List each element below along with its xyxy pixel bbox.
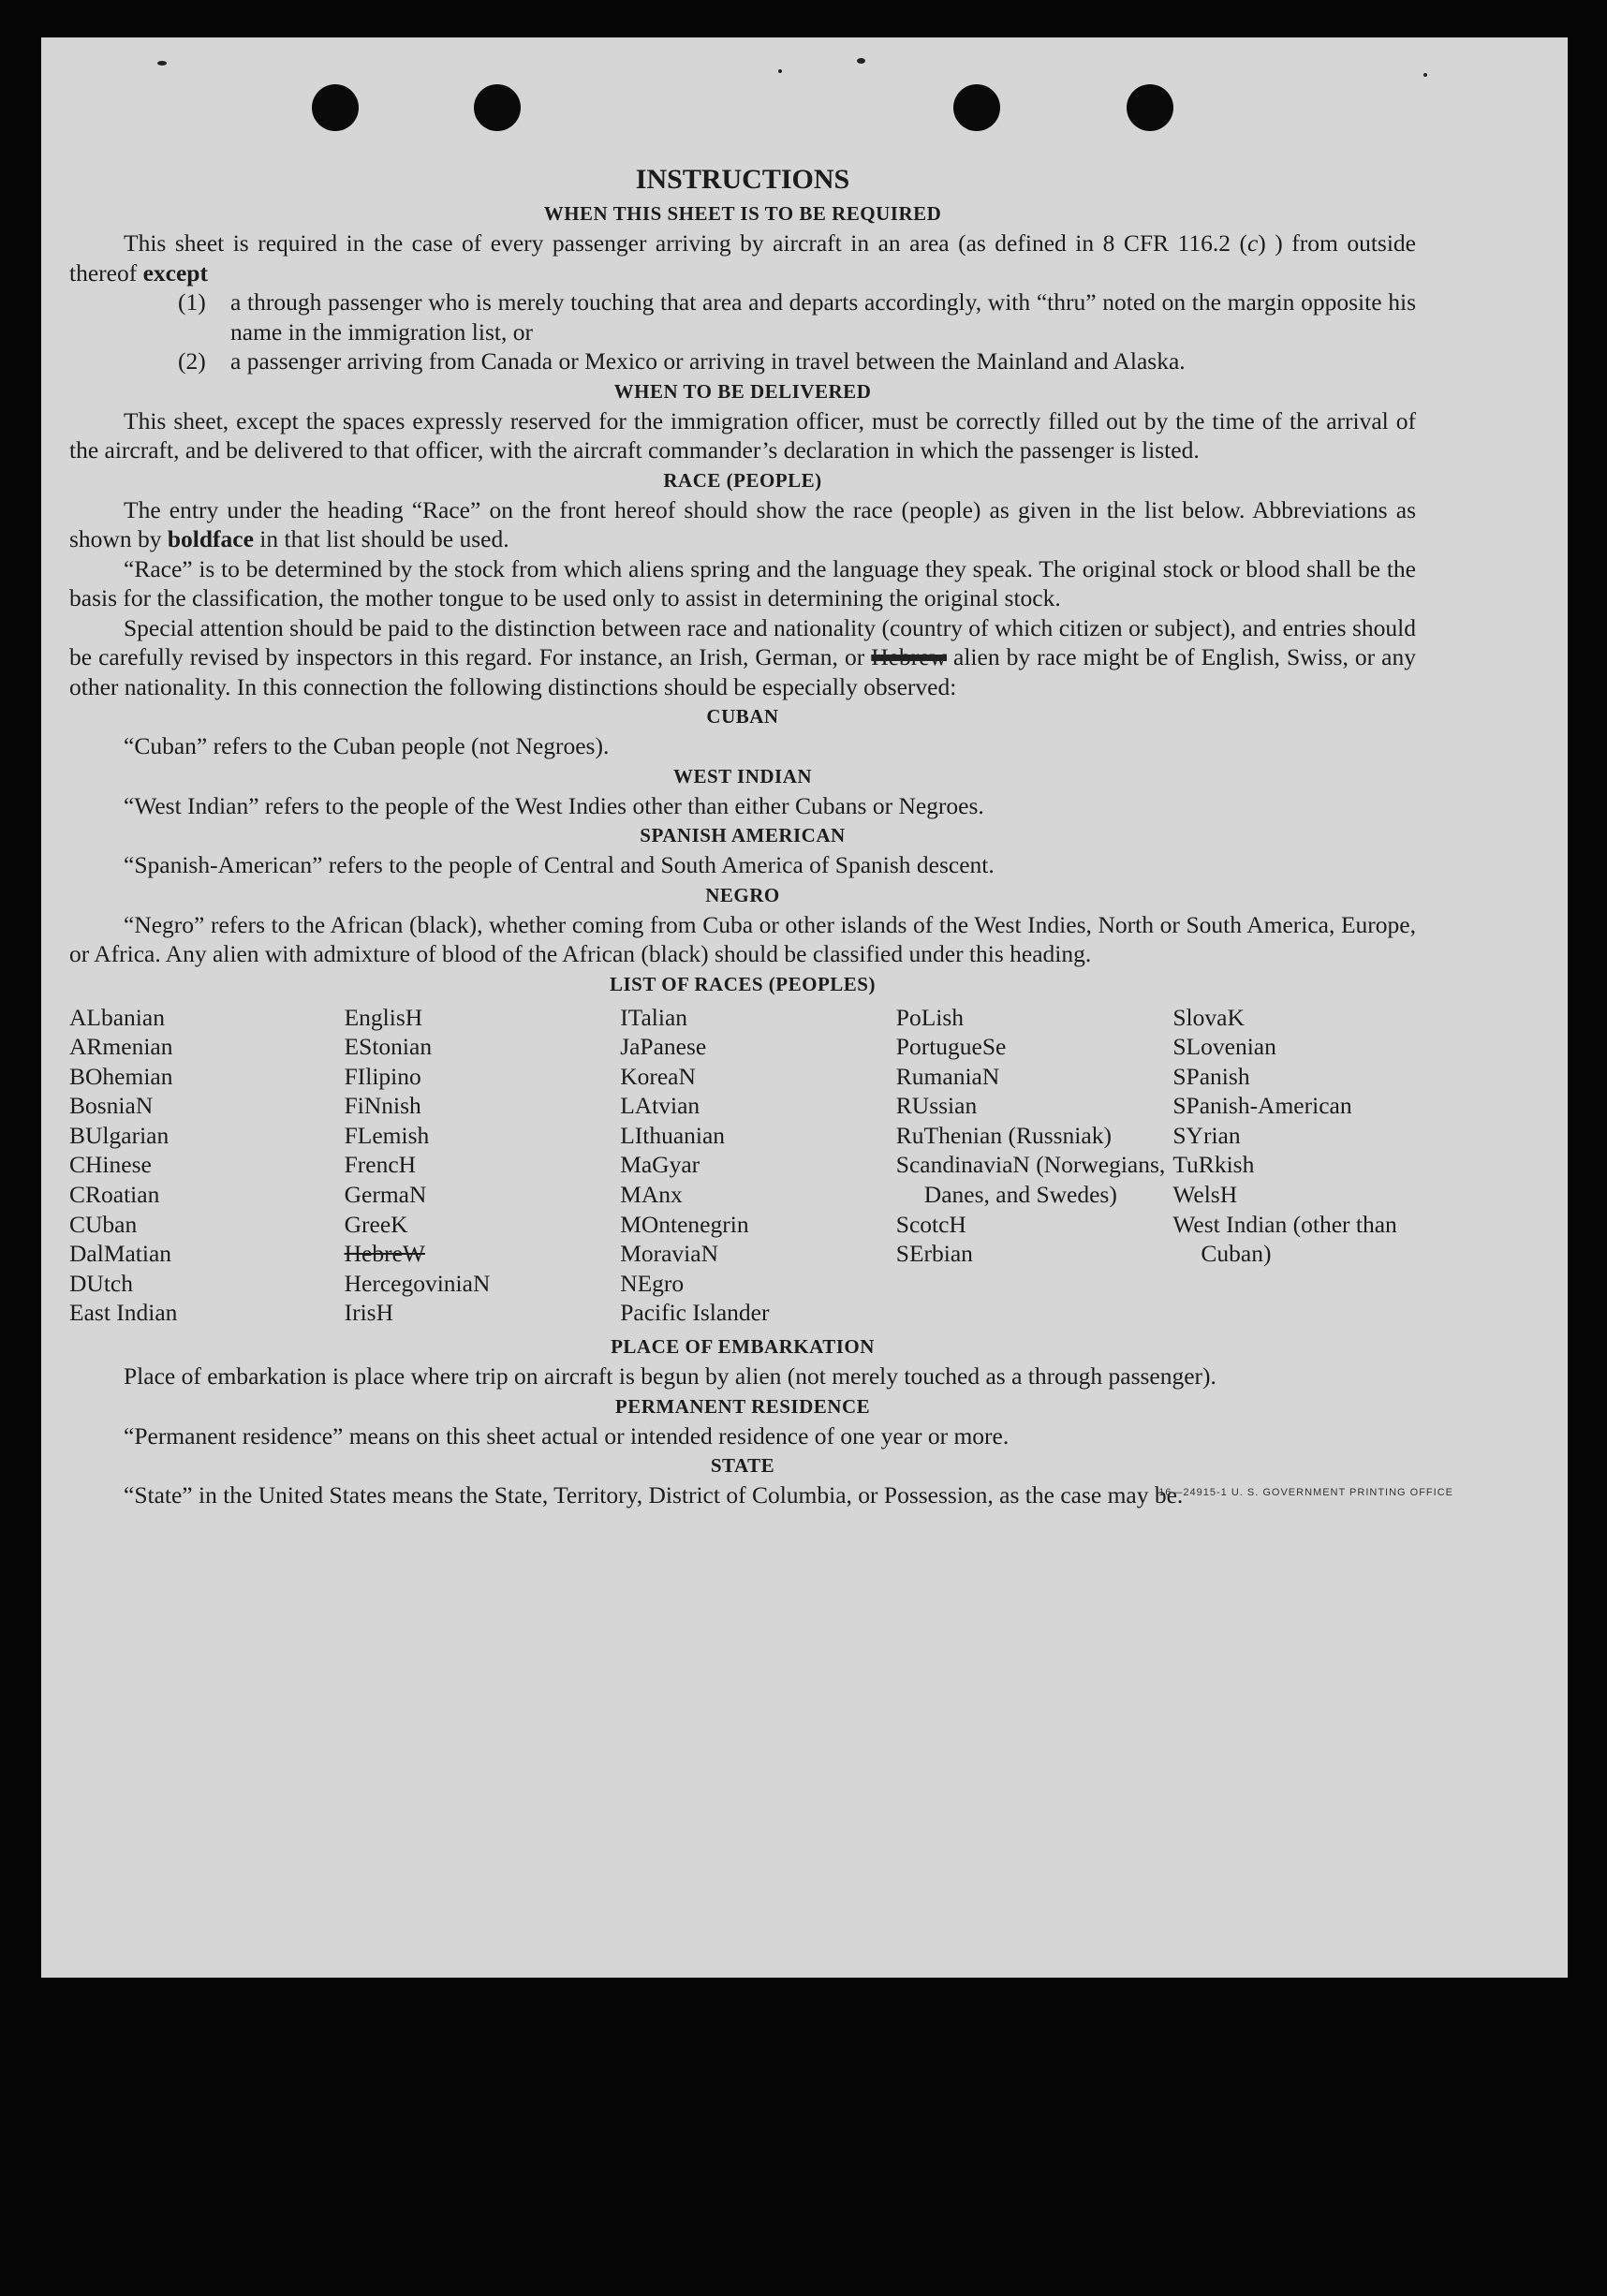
- paragraph: This sheet is required in the case of every passenger arriving by aircraft in an area (as defined in 8 CFR 116.2 (c) ) from outside thereof except: [69, 229, 1416, 287]
- race-entry: KoreaN: [620, 1062, 696, 1090]
- race-entry: GermaN: [344, 1181, 427, 1209]
- list-item: (2) a passenger arriving from Canada or Mexico or arriving in travel between the Mainland and Alaska.: [178, 347, 1186, 375]
- race-entry: ALbanian: [69, 1003, 165, 1031]
- races-column: [1172, 1003, 1416, 1329]
- race-entry: JaPanese: [620, 1033, 707, 1061]
- race-entry: CRoatian: [69, 1181, 160, 1209]
- punch-hole: [953, 84, 1000, 131]
- race-entry: ARmenian: [69, 1033, 173, 1061]
- struck-word: Hebrew: [871, 643, 947, 670]
- race-entry: ITalian: [620, 1003, 688, 1031]
- race-entry: IrisH: [344, 1299, 394, 1327]
- race-entry: ScandinaviaN (Norwegians, Danes, and Swedes): [895, 1151, 1166, 1209]
- race-entry: DUtch: [69, 1269, 133, 1297]
- race-entry: WelsH: [1172, 1181, 1238, 1209]
- section-heading: CUBAN: [706, 705, 779, 728]
- paragraph: “Permanent residence” means on this sheet actual or intended residence of one year or more.: [124, 1421, 1010, 1450]
- section-heading: SPANISH AMERICAN: [640, 824, 846, 846]
- race-entry: CUban: [69, 1210, 138, 1238]
- footer-row: [69, 1480, 1453, 1510]
- race-entry: BOhemian: [69, 1062, 173, 1090]
- speck: [778, 69, 782, 73]
- document-sheet: [41, 37, 1568, 1978]
- punch-hole: [312, 84, 359, 131]
- race-entry: PortugueSe: [895, 1033, 1007, 1061]
- races-column: [69, 1003, 345, 1329]
- section-heading: WHEN TO BE DELIVERED: [613, 379, 872, 403]
- race-entry: TuRkish: [1172, 1151, 1255, 1179]
- section-heading: WEST INDIAN: [672, 764, 813, 787]
- races-column: [896, 1003, 1173, 1329]
- race-entry: NEgro: [620, 1269, 685, 1297]
- instructions-body: [69, 161, 1453, 1510]
- race-entry: SlovaK: [1172, 1003, 1245, 1031]
- race-entry: FIlipino: [344, 1062, 421, 1090]
- speck: [857, 58, 865, 64]
- section-heading: PERMANENT RESIDENCE: [614, 1394, 871, 1418]
- race-entry: FrencH: [344, 1151, 417, 1179]
- paragraph: The entry under the heading “Race” on the front hereof should show the race (people) as given in the list below. Abbreviations as shown by boldface in that list should be used.: [69, 495, 1416, 552]
- speck: [157, 61, 167, 66]
- paragraph: “Negro” refers to the African (black), whether coming from Cuba or other islands of the West Indies, North or South America, Europe, or Africa. Any alien with admixture of blood of the African (black) should be classified under this heading.: [69, 910, 1416, 967]
- print-code: 16—24915-1 U. S. GOVERNMENT PRINTING OFFICE: [1158, 1487, 1453, 1499]
- races-list: [69, 1003, 1416, 1329]
- race-entry: East Indian: [69, 1299, 178, 1327]
- race-entry: EnglisH: [344, 1003, 423, 1031]
- race-entry: SPanish-American: [1172, 1092, 1352, 1120]
- punch-hole: [1127, 84, 1173, 131]
- paragraph: “Race” is to be determined by the stock from which aliens spring and the language they speak. The original stock or blood shall be the basis for the classification, the mother tongue to be used only to assist in determining the original stock.: [69, 554, 1416, 611]
- section-heading: NEGRO: [705, 883, 780, 906]
- page-title: INSTRUCTIONS: [635, 164, 850, 195]
- speck: [1423, 73, 1427, 77]
- section-heading: WHEN THIS SHEET IS TO BE REQUIRED: [543, 202, 942, 225]
- race-entry: LAtvian: [620, 1092, 700, 1120]
- race-entry: HebreW: [344, 1240, 425, 1268]
- race-entry: MOntenegrin: [620, 1210, 749, 1238]
- race-entry: SYrian: [1172, 1121, 1241, 1149]
- race-entry: FLemish: [344, 1121, 430, 1149]
- race-entry: BosniaN: [69, 1092, 154, 1120]
- race-entry: RuThenian (Russniak): [895, 1121, 1112, 1149]
- race-entry: RUssian: [895, 1092, 978, 1120]
- race-entry: SLovenian: [1172, 1033, 1276, 1061]
- race-entry: CHinese: [69, 1151, 152, 1179]
- race-entry: West Indian (other than Cuban): [1172, 1210, 1397, 1268]
- races-column: [620, 1003, 896, 1329]
- section-heading: STATE: [710, 1454, 775, 1478]
- race-entry: MoraviaN: [620, 1240, 718, 1268]
- list-item: (1) a through passenger who is merely touching that area and departs accordingly, with “thru” noted on the margin opposite his name in the immigration list, or: [178, 288, 1416, 346]
- paragraph: “Cuban” refers to the Cuban people (not Negroes).: [124, 732, 610, 759]
- race-entry: FiNnish: [344, 1092, 421, 1120]
- race-entry: GreeK: [344, 1210, 408, 1238]
- section-heading: LIST OF RACES (PEOPLES): [610, 972, 876, 995]
- race-entry: Pacific Islander: [620, 1299, 770, 1327]
- race-entry: SPanish: [1172, 1062, 1250, 1090]
- race-entry: LIthuanian: [620, 1121, 726, 1149]
- race-entry: MAnx: [620, 1181, 683, 1209]
- race-entry: DalMatian: [69, 1240, 172, 1268]
- race-entry: SErbian: [895, 1240, 973, 1268]
- paragraph: Place of embarkation is place where trip on aircraft is begun by alien (not merely touched as a through passenger).: [124, 1362, 1216, 1391]
- paragraph: This sheet, except the spaces expressly reserved for the immigration officer, must be correctly filled out by the time of the arrival of the aircraft, and be delivered to that officer, with the aircraft commander’s declaration in which the passenger is listed.: [69, 406, 1416, 464]
- races-column: [345, 1003, 621, 1329]
- race-entry: RumaniaN: [895, 1062, 1000, 1090]
- race-entry: MaGyar: [620, 1151, 700, 1179]
- race-entry: ScotcH: [895, 1210, 966, 1238]
- race-entry: HercegoviniaN: [344, 1269, 491, 1297]
- section-heading: RACE (PEOPLE): [663, 468, 822, 492]
- race-entry: PoLish: [895, 1003, 965, 1031]
- paragraph: Special attention should be paid to the distinction between race and nationality (country of which citizen or subject), and entries should be carefully revised by inspectors in this regard. For instance, an Irish, German, or Hebrew alien by race might be of English, Swiss, or any other nationality. In this connection the following distinctions should be especially observed:: [69, 613, 1416, 700]
- race-entry: BUlgarian: [69, 1121, 170, 1149]
- punch-hole: [474, 84, 521, 131]
- paragraph: “West Indian” refers to the people of the West Indies other than either Cubans or Negroes.: [124, 791, 984, 819]
- paragraph: “State” in the United States means the State, Territory, District of Columbia, or Possession, as the case may be.: [124, 1481, 1184, 1509]
- race-entry: EStonian: [344, 1033, 433, 1061]
- section-heading: PLACE OF EMBARKATION: [611, 1335, 875, 1359]
- paragraph: “Spanish-American” refers to the people of Central and South America of Spanish descent.: [124, 851, 995, 878]
